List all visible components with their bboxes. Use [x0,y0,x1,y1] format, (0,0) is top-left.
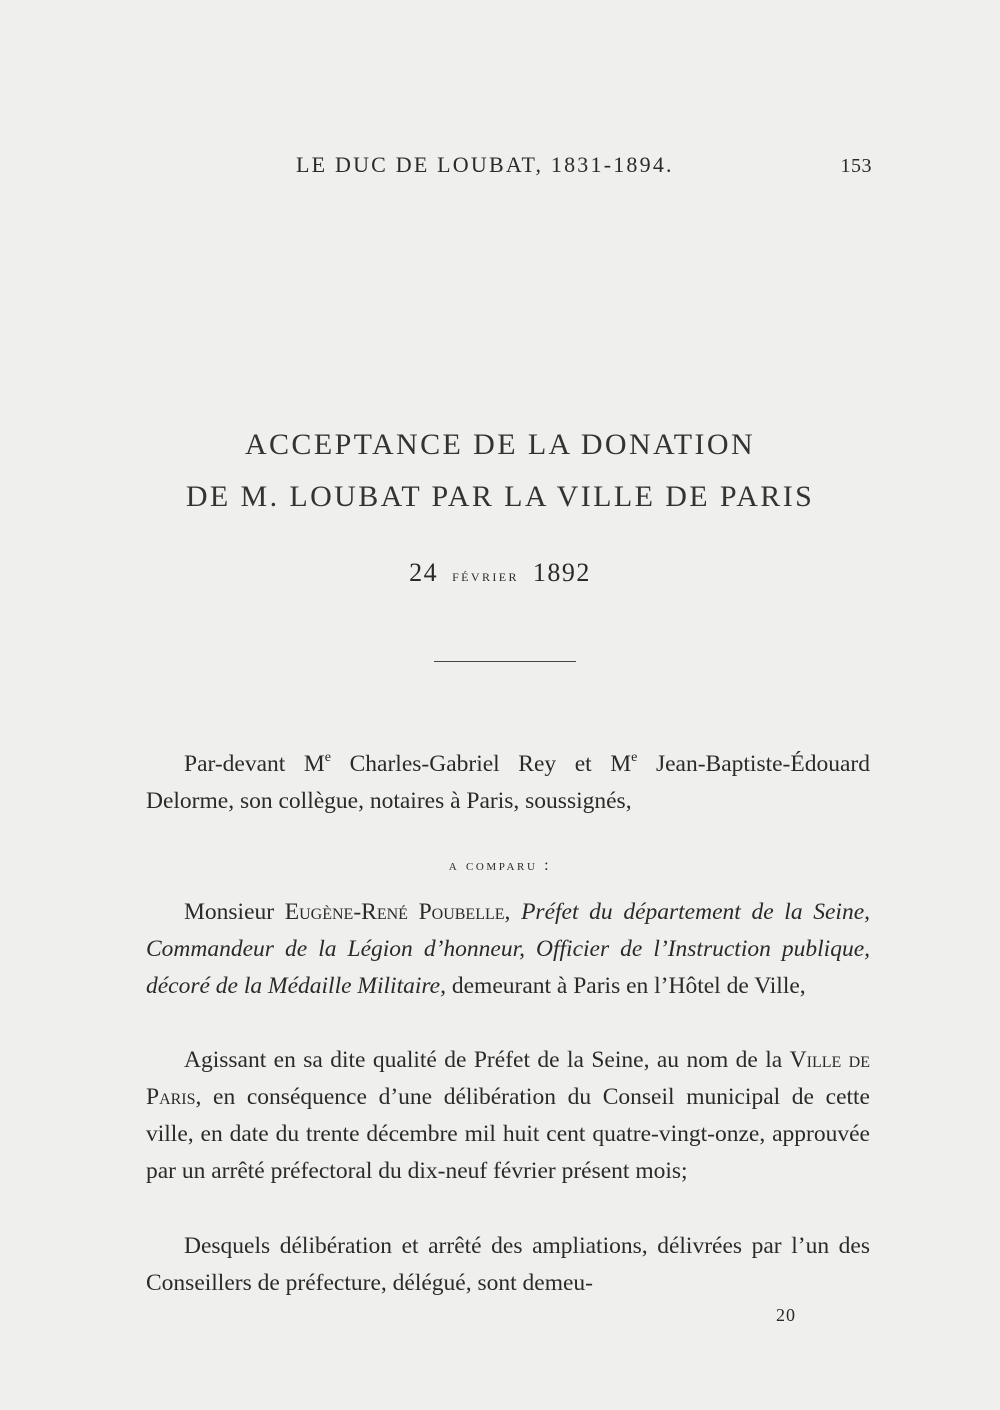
paragraph-acting-text [146,1042,870,1190]
section-title-line-1: ACCEPTANCE DE LA DONATION [244,428,756,461]
paragraph-notaries [146,746,870,820]
p3-part-b: , en conséquence d’une délibération du Conseil municipal de cette ville, en date du trente décembre mil huit cent quatre-vingt-onze, approuvée par un arrêté préfectoral du dix-neuf février présent mois; [146,1084,870,1184]
date-year: 1892 [532,558,591,587]
paragraph-deliberation-text: Desquels délibération et arrêté des ampliations, délivrées par l’un des Conseillers de préfecture, délégué, sont demeu- [146,1233,870,1296]
paragraph-prefect [146,894,870,1005]
paragraph-deliberation [146,1228,870,1302]
date-month-text: février [452,566,519,585]
section-title-line-2: DE M. LOUBAT PAR LA VILLE DE PARIS [185,480,815,513]
p1-superscript-1: e [324,749,332,766]
p2-part-a: Monsieur [184,899,285,925]
p1-part-b: Charles-Gabriel Rey et M [331,751,632,777]
p3-part-a: Agissant en sa dite qualité de Préfet de la Seine, au nom de la [184,1047,790,1073]
running-title: LE DUC DE LOUBAT, 1831-1894. [296,152,674,177]
signature-mark: 20 [776,1305,796,1325]
date-month [452,566,519,585]
p2-part-c: demeurant à Paris en l’Hôtel de Ville, [445,973,806,999]
prefect-titles: Préfet du département de la Seine, Commandeur de la Légion d’honneur, Officier de l’Instruction publique, décoré de la Médaille Militaire, [146,899,871,999]
paragraph-prefect-text [146,894,870,1005]
p1-part-c: Jean-Baptiste-Édouard Delorme, son collègue, notaires à Paris, soussignés, [146,751,870,814]
comparu-heading: a comparu : [448,857,552,874]
date-day: 24 [409,558,439,587]
page-number: 153 [840,155,872,177]
ville-de-paris: Ville de Paris [146,1047,871,1110]
dateline [130,558,870,588]
prefect-name: Eugène-René Poubelle [284,899,505,925]
p1-part-a: Par-devant M [184,751,325,777]
p2-part-b: , [504,899,522,925]
paragraph-acting [146,1042,870,1190]
section-divider [434,661,576,662]
paragraph-notaries-text [146,746,870,820]
p1-superscript-2: e [631,749,638,766]
running-header [296,152,872,178]
